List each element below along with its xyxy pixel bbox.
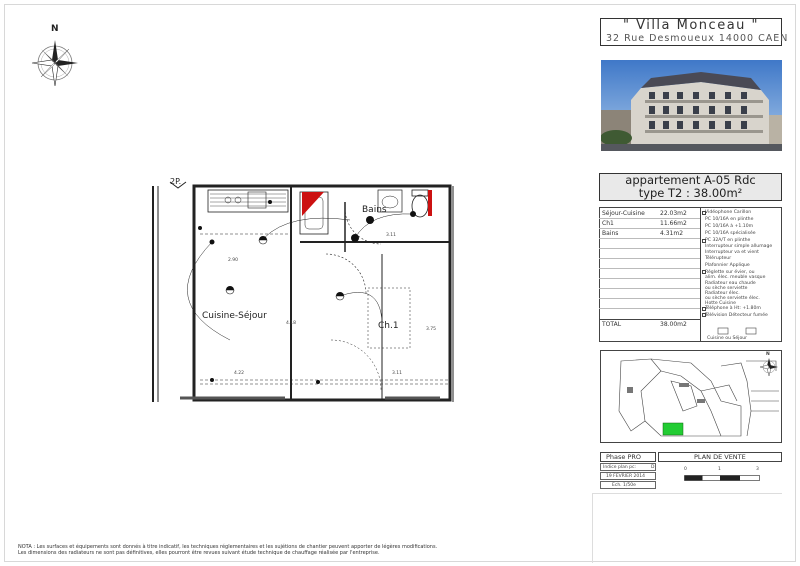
blank-box [592,493,782,563]
apartment-location-highlight [663,423,683,435]
scale-bar [684,475,760,481]
parking-label: 2P. [170,177,182,186]
surface-room: Bains [602,230,619,237]
project-title: " Villa Monceau " [622,18,760,33]
hood-symbols-icon [716,326,760,336]
room-living-label: Cuisine-Séjour [202,311,267,321]
legend-item: Plafonnier Applique [705,263,750,268]
index-label: Indice plan pc: [603,465,636,470]
legend-item: Réglette sur évier, ou [705,270,755,275]
strip-light-icon [702,270,706,274]
legend-item: Télérupteur [705,256,732,261]
videophone-icon [702,211,706,215]
legend-item: Hotte Cuisine [705,301,736,306]
scale-tick: 1 [718,467,721,472]
legend-item: Radiateur eau chaude [705,281,756,286]
legend-item: ou sèche serviette [705,286,748,291]
legend-item: PC 10/16A spécialisée [705,231,756,236]
legend-item: alim. élec. meuble vasque [705,275,766,280]
legend-item: Radiateur élec. [705,291,740,296]
site-plan [600,350,782,443]
legend-item: PC 32A/T en plinthe [705,238,751,243]
surface-room: Ch1 [602,220,614,227]
surface-room: Séjour-Cuisine [602,210,645,217]
dim-label: 4.18 [286,321,297,326]
compass-rose-icon [26,26,84,90]
scale-tick: 3 [756,467,759,472]
dim-label: 4.22 [234,371,245,376]
total-label: TOTAL [602,321,622,328]
legend-item: Interrupteur va et vient [705,250,759,255]
dim-label: 3.11 [392,371,403,376]
dim-label: 3.11 [386,233,397,238]
phase-label: Phase PRO [606,453,642,461]
scale-tick: 0 [684,467,687,472]
apartment-type: type T2 : 38.00m² [638,186,743,200]
room-bedroom-label: Ch.1 [378,321,399,331]
plan-scale: Ech. 1/50e [612,483,636,488]
plan-date: 19 FEVRIER 2014 [606,474,645,479]
legend-item: PC 10/16A en plinthe [705,217,754,222]
tv-icon [702,313,706,317]
legend-item: ou sèche serviette élec. [705,296,760,301]
legend-item: Téléphone à Ht: +1.80m [705,306,761,311]
sanitary-red-mark [302,192,324,216]
total-value: 38.00m2 [660,321,687,328]
building-photo [601,60,782,151]
note-line: NOTA : Les surfaces et équipements sont donnés à titre indicatif, les techniques réglementaires et les sujétions de chantier peuvent apporter de légères modifications. [18,544,438,550]
phone-icon [702,307,706,311]
index-value: D [651,465,655,470]
dim-label: 2.90 [228,258,239,263]
room-bath-label: Bains [362,205,387,215]
socket-icon [702,239,706,243]
legend-item: Vidéophone Carillon [705,210,752,215]
surface-area: 4.31m2 [660,230,684,237]
legend-footer: Cuisine ou Séjour [707,336,748,341]
floor-plan [150,172,460,414]
legend-item: Télévision Détecteur fumée [705,313,768,318]
project-address: 32 Rue Desmoueux 14000 CAEN [606,33,789,44]
dim-label: 3.75 [426,327,437,332]
surface-area: 11.66m2 [660,220,687,227]
legend-item: Interrupteur simple allumage [705,244,773,249]
legend-item: PC 10/16A à +1.10m [705,224,754,229]
note-line: Les dimensions des radiateurs ne sont pas définitives, elles pourront être revues suivant étude technique de chauffage réalisée par l'entreprise. [18,550,380,556]
sale-plan-title: PLAN DE VENTE [694,453,746,461]
apartment-label: appartement A-05 Rdc [625,173,756,187]
site-north-label: N [766,352,770,357]
surface-area: 22.03m2 [660,210,687,217]
north-label: N [51,24,59,34]
